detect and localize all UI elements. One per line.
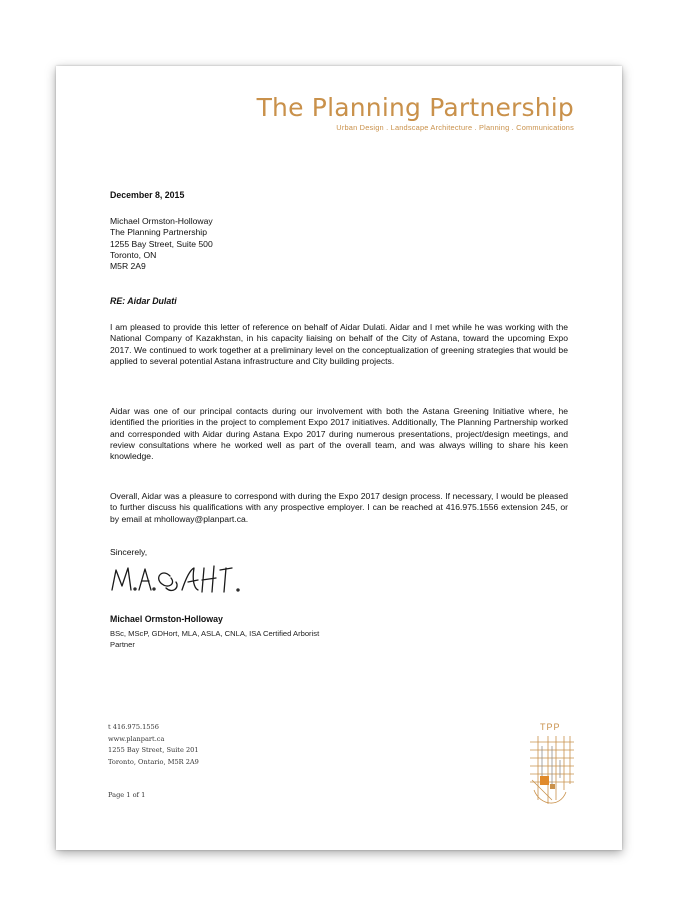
footer-phone: t 416.975.1556 [108,723,159,731]
page-number: Page 1 of 1 [108,791,146,799]
subject-line: RE: Aidar Dulati [110,296,177,306]
signer-name: Michael Ormston-Holloway [110,614,223,624]
logo-initials: TPP [540,722,561,732]
signer-credentials: BSc, MScP, GDHort, MLA, ASLA, CNLA, ISA Certified Arborist [110,629,320,638]
signer-details [110,628,319,650]
body-paragraph: I am pleased to provide this letter of reference on behalf of Aidar Dulati. Aidar and I met while he was working with the National Company of Kazakhstan, in his capacity liaising on behalf of the City of Astana, toward the upcoming Expo 2017. We continued to work together at a preliminary level on the conceptualization of greening strategies that would be applied to several potential Astana infrastructure and City building projects. [110,322,568,366]
body-paragraph: Aidar was one of our principal contacts during our involvement with both the Astana Greening Initiative where, he identified the priorities in the project to complement Expo 2017 initiatives. Additionally, The Planning Partnership worked and corresponded with Aidar during Astana Expo 2017 during numerous presentations, project/design meetings, and review consultations where he worked well as part of the overall team, and was always willing to share his keen knowledge. [110,406,568,462]
signature-image [108,558,278,604]
company-logo-icon [526,720,578,810]
body-paragraph: Overall, Aidar was a pleasure to correspond with during the Expo 2017 design process. If necessary, I would be pleased to further discuss his qualifications with any prospective employer. I can be reached at 416.975.1556 extension 245, or by email at mholloway@planpart.ca. [110,491,568,524]
footer-contact [108,722,199,768]
letterhead [257,94,574,132]
address-line: Michael Ormston-Holloway [110,216,213,226]
closing: Sincerely, [110,547,148,557]
letter-page [56,66,622,850]
signer-title: Partner [110,640,135,649]
footer-city: Toronto, Ontario, M5R 2A9 [108,757,199,766]
address-line: M5R 2A9 [110,261,146,272]
address-line: Toronto, ON [110,249,157,260]
recipient-address [110,216,213,272]
company-name: The Planning Partnership [256,93,574,122]
address-line: The Planning Partnership [110,227,207,238]
footer-website: www.planpart.ca [108,734,165,743]
company-tagline: Urban Design . Landscape Architecture . Planning . Communications [336,123,574,132]
address-line: 1255 Bay Street, Suite 500 [110,238,213,249]
letter-date: December 8, 2015 [110,190,185,200]
footer-street: 1255 Bay Street, Suite 201 [108,746,199,755]
